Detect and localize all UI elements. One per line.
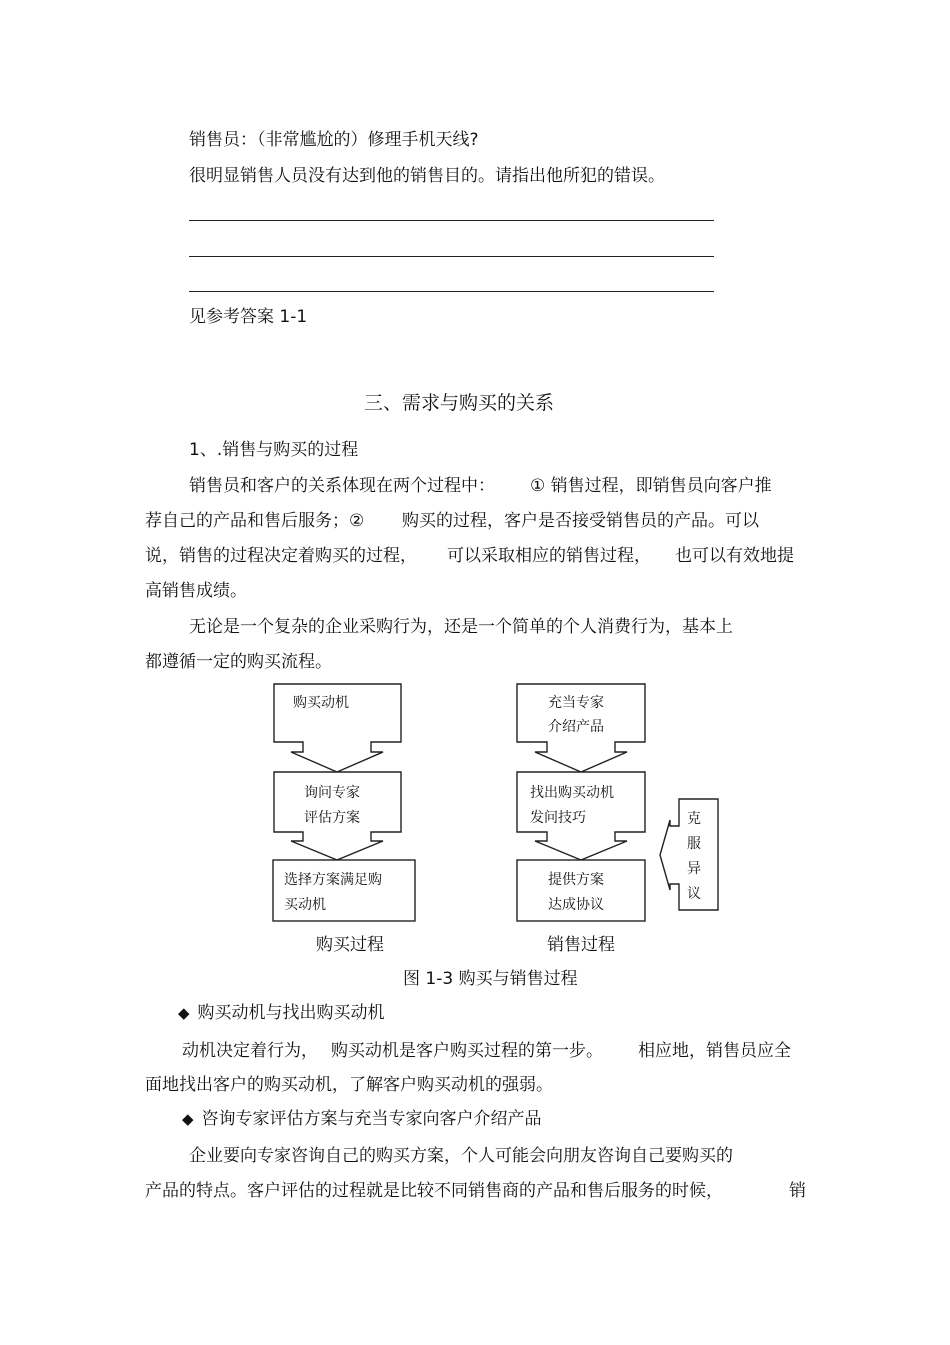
paragraph-line: 荐自己的产品和售后服务；② xyxy=(145,511,365,531)
paragraph-line: 高销售成绩。 xyxy=(145,581,247,601)
paragraph-line: 都遵循一定的购买流程。 xyxy=(145,652,332,672)
paragraph-line: 销售员和客户的关系体现在两个过程中： xyxy=(189,476,495,496)
sell-box-3-label: 提供方案 xyxy=(548,872,604,888)
sell-box-1-label: 介绍产品 xyxy=(548,719,604,735)
sell-box-2-label: 发问技巧 xyxy=(530,810,586,826)
dialogue-line: 销售员：（非常尴尬的）修理手机天线? xyxy=(189,130,479,150)
section-title: 三、需求与购买的关系 xyxy=(364,392,555,414)
paragraph-line: 企业要向专家咨询自己的购买方案，个人可能会向朋友咨询自己要购买的 xyxy=(189,1146,733,1166)
bullet-heading-2 xyxy=(182,1109,542,1129)
paragraph-line: 产品的特点。客户评估的过程就是比较不同销售商的产品和售后服务的时候， xyxy=(145,1181,723,1201)
bullet-heading-1 xyxy=(178,1003,385,1023)
bullet-heading-text: 咨询专家评估方案与充当专家向客户介绍产品 xyxy=(201,1109,542,1129)
paragraph-line: 说，销售的过程决定着购买的过程， xyxy=(145,546,417,566)
bullet-heading-text: 购买动机与找出购买动机 xyxy=(197,1003,385,1023)
answer-reference: 见参考答案 1-1 xyxy=(189,307,308,327)
paragraph-line: 也可以有效地提 xyxy=(675,546,794,566)
paragraph-line: 购买动机是客户购买过程的第一步。 xyxy=(331,1041,603,1061)
figure-title: 图 1-3 购买与销售过程 xyxy=(403,969,578,989)
objection-label-char: 克 xyxy=(687,811,701,827)
buy-box-3-label: 买动机 xyxy=(284,897,326,913)
paragraph-line: 可以采取相应的销售过程， xyxy=(447,546,651,566)
buy-caption: 购买过程 xyxy=(316,935,384,955)
objection-label-char: 异 xyxy=(687,861,701,877)
sell-box-3-label: 达成协议 xyxy=(548,897,604,913)
paragraph-line: 无论是一个复杂的企业采购行为，还是一个简单的个人消费行为，基本上 xyxy=(189,617,733,637)
diamond-icon: ◆ xyxy=(182,1110,194,1128)
buy-box-2-label: 评估方案 xyxy=(304,810,360,826)
objection-label-char: 服 xyxy=(687,836,701,852)
diamond-icon: ◆ xyxy=(178,1004,190,1022)
paragraph-line: ① 销售过程，即销售员向客户推 xyxy=(530,476,772,496)
buy-box-2-label: 询问专家 xyxy=(304,785,360,801)
subsection-heading: 1、.销售与购买的过程 xyxy=(189,440,359,460)
buy-box-1-label: 购买动机 xyxy=(293,695,349,711)
paragraph-line: 销 xyxy=(789,1181,806,1201)
objection-label-char: 议 xyxy=(687,886,701,902)
paragraph-line: 相应地，销售员应全 xyxy=(638,1041,791,1061)
buy-box-3-label: 选择方案满足购 xyxy=(284,872,382,888)
paragraph-line: 动机决定着行为， xyxy=(182,1041,318,1061)
paragraph-line: 面地找出客户的购买动机，了解客户购买动机的强弱。 xyxy=(145,1075,553,1095)
sell-caption: 销售过程 xyxy=(547,935,615,955)
question-text: 很明显销售人员没有达到他的销售目的。请指出他所犯的错误。 xyxy=(189,166,665,186)
paragraph-line: 购买的过程，客户是否接受销售员的产品。可以 xyxy=(402,511,759,531)
sell-box-1-label: 充当专家 xyxy=(548,695,604,711)
sell-box-2-label: 找出购买动机 xyxy=(530,785,614,801)
